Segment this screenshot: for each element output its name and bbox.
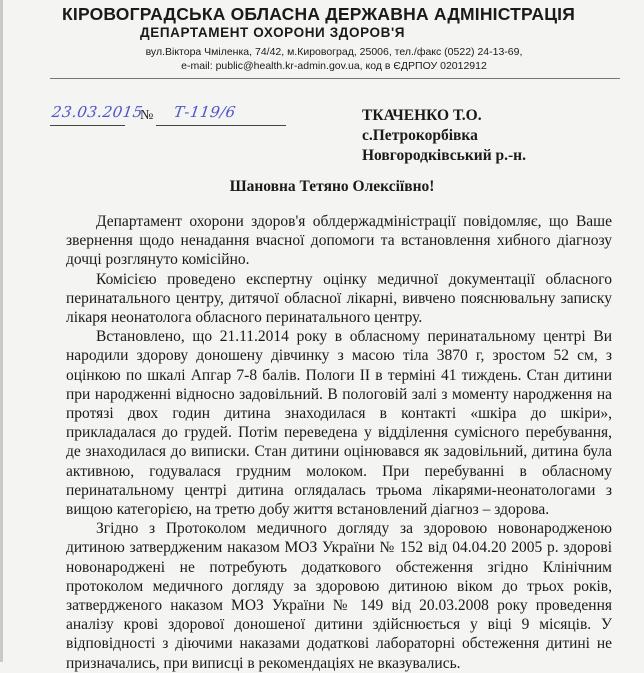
text-line: Комісією проведено експертну оцінку медичної документації обласного bbox=[96, 270, 612, 288]
text-line: звернення щодо ненадання вчасної допомоги та встановлення хибного діагнозу bbox=[66, 232, 612, 250]
text-line: дочці розглянуто комісійно. bbox=[66, 251, 250, 269]
date-underline bbox=[50, 125, 125, 126]
paragraph bbox=[66, 519, 612, 673]
letter-body bbox=[66, 206, 612, 673]
paragraph bbox=[66, 327, 612, 519]
text-line: активною, годувалася грудним молоком. При перебуванні в обласному bbox=[66, 462, 612, 480]
text-line: Встановлено, що 21.11.2014 року в обласному перинатальному центрі Ви bbox=[96, 328, 612, 346]
addressee-district: Новгородківський р.-н. bbox=[362, 147, 526, 164]
number-sign: № bbox=[140, 108, 154, 123]
letterhead-department: ДЕПАРТАМЕНТ ОХОРОНИ ЗДОРОВ'Я bbox=[140, 25, 406, 40]
text-line: прикладалася до грудей. Потім переведена у відділення сумісного перебування, bbox=[66, 424, 612, 442]
text-line: вищою категорією, на третю добу життя встановлений діагноз – здорова. bbox=[66, 501, 550, 519]
letterhead-contacts: e-mail: public@health.kr-admin.gov.ua, код в ЄДРПОУ 02012912 bbox=[181, 60, 487, 72]
letterhead-organization: КІРОВОГРАДСЬКА ОБЛАСНА ДЕРЖАВНА АДМІНІСТРАЦІЯ bbox=[62, 4, 576, 24]
handwritten-date: 23.03.2015 bbox=[50, 103, 145, 121]
text-line: протоколом медичного догляду за здоровою дитиною віком до трьох років, bbox=[66, 577, 612, 595]
text-line: Згідно з Протоколом медичного догляду за здоровою новонародженою bbox=[96, 520, 612, 538]
greeting: Шановна Тетяно Олексіївно! bbox=[229, 178, 435, 195]
letterhead-divider bbox=[50, 78, 620, 79]
text-line: аналізу крові здорової доношеної дитини здійснюється у віці 9 місяців. У bbox=[66, 616, 612, 634]
text-line: новонароджені не потребують додаткового обстеження згідно Клінічним bbox=[66, 558, 612, 576]
paragraph bbox=[66, 212, 612, 270]
scan-edge bbox=[0, 0, 3, 662]
addressee-block bbox=[362, 106, 632, 166]
text-line: призначались, при виписці в рекомендаціях не вказувались. bbox=[66, 654, 461, 672]
text-line: народили здорову доношену дівчинку з масою тіла 3870 г, зростом 52 см, з bbox=[66, 347, 612, 365]
text-line: перинатальному центрі дитина оглядалась трьома лікарями-неонатологами з bbox=[66, 481, 612, 499]
letterhead-address: вул.Віктора Чміленка, 74/42, м.Кировоград, 25006, тел./факс (0522) 24-13-69, bbox=[145, 46, 523, 58]
text-line: лікаря неонатолога обласного перинатального центру. bbox=[66, 309, 423, 327]
text-line: відповідності з діючими наказами додаткові лабораторні обстеження дитині не bbox=[66, 635, 612, 653]
text-line: перинатального центру, дитячої обласної лікарні, вивчено пояснювальну записку bbox=[66, 289, 612, 307]
text-line: протязі двох годин дитина знаходилася в контакті «шкіра до шкіри», bbox=[66, 405, 612, 423]
handwritten-number: Т-119/6 bbox=[172, 103, 238, 121]
text-line: оцінкою по шкалі Апгар 7-8 балів. Пологи ІІ в терміні 41 тиждень. Стан дитини bbox=[66, 366, 612, 384]
addressee-village: с.Петрокорбівка bbox=[362, 127, 478, 144]
number-underline bbox=[156, 125, 286, 126]
paragraph bbox=[66, 270, 612, 328]
text-line: де знаходилася до виписки. Стан дитини оцінювався як задовільний, дитина була bbox=[66, 443, 612, 461]
text-line: при народженні відносно задовільний. В пологовій залі з моменту народження на bbox=[66, 385, 612, 403]
registration-block bbox=[48, 103, 308, 129]
text-line: Департамент охорони здоров'я облдержадміністрації повідомляє, що Ваше bbox=[96, 213, 612, 230]
text-line: затвердженого наказом МОЗ України № 149 від 20.03.2008 року проведення bbox=[66, 597, 612, 615]
text-line: дитиною затвердженим наказом МОЗ України № 152 від 04.04.20 2005 р. здорові bbox=[66, 539, 612, 557]
addressee-name: ТКАЧЕНКО Т.О. bbox=[362, 107, 482, 124]
